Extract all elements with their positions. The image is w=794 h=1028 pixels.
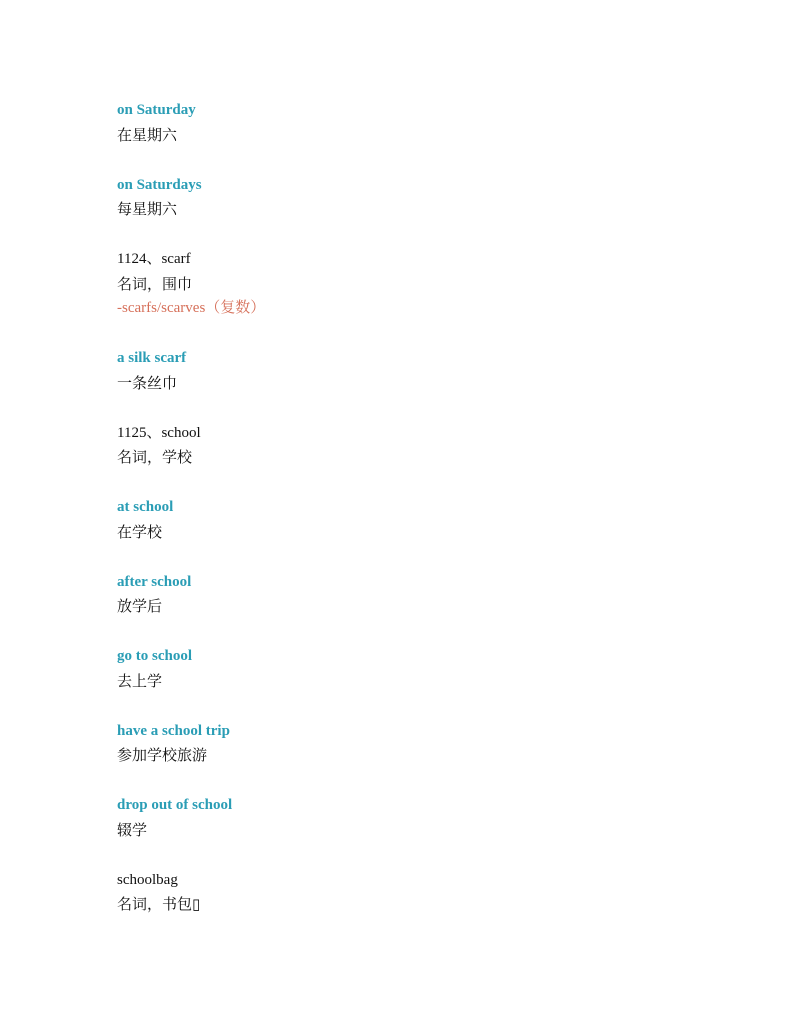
phrase-chinese: 去上学 <box>117 671 163 690</box>
document-page <box>117 98 757 917</box>
phrase-chinese: 在学校 <box>117 522 163 541</box>
word-heading: schoolbag <box>117 871 178 888</box>
phrase-chinese: 每星期六 <box>117 200 178 218</box>
phrase-entry <box>117 570 757 619</box>
plural-note: -scarfs/scarves（复数） <box>117 300 266 316</box>
phrase-english: on Saturday <box>117 102 196 118</box>
word-entry <box>117 868 757 917</box>
phrase-english: a silk scarf <box>117 350 187 366</box>
phrase-entry <box>117 719 757 768</box>
phrase-chinese: 放学后 <box>117 597 163 615</box>
word-heading: 1124、scarf <box>117 251 191 267</box>
phrase-english: after school <box>117 573 192 590</box>
phrase-chinese: 在星期六 <box>117 125 178 144</box>
phrase-english: have a school trip <box>117 722 230 739</box>
phrase-entry <box>117 793 757 842</box>
word-entry <box>117 421 757 470</box>
word-definition: 名词，围巾 <box>117 274 193 293</box>
phrase-chinese: 辍学 <box>117 820 148 839</box>
phrase-english: on Saturdays <box>117 176 202 193</box>
phrase-chinese: 参加学校旅游 <box>117 746 208 764</box>
phrase-english: drop out of school <box>117 797 233 813</box>
phrase-english: go to school <box>117 648 192 664</box>
phrase-english: at school <box>117 499 174 515</box>
word-entry <box>117 247 757 321</box>
phrase-entry <box>117 346 757 395</box>
phrase-chinese: 一条丝巾 <box>117 373 178 392</box>
phrase-entry <box>117 644 757 693</box>
phrase-entry <box>117 173 757 222</box>
phrase-entry <box>117 495 757 544</box>
phrase-entry <box>117 98 757 147</box>
word-heading: 1125、school <box>117 424 201 441</box>
word-definition: 名词，书包▯ <box>117 895 201 913</box>
word-definition: 名词，学校 <box>117 448 193 466</box>
